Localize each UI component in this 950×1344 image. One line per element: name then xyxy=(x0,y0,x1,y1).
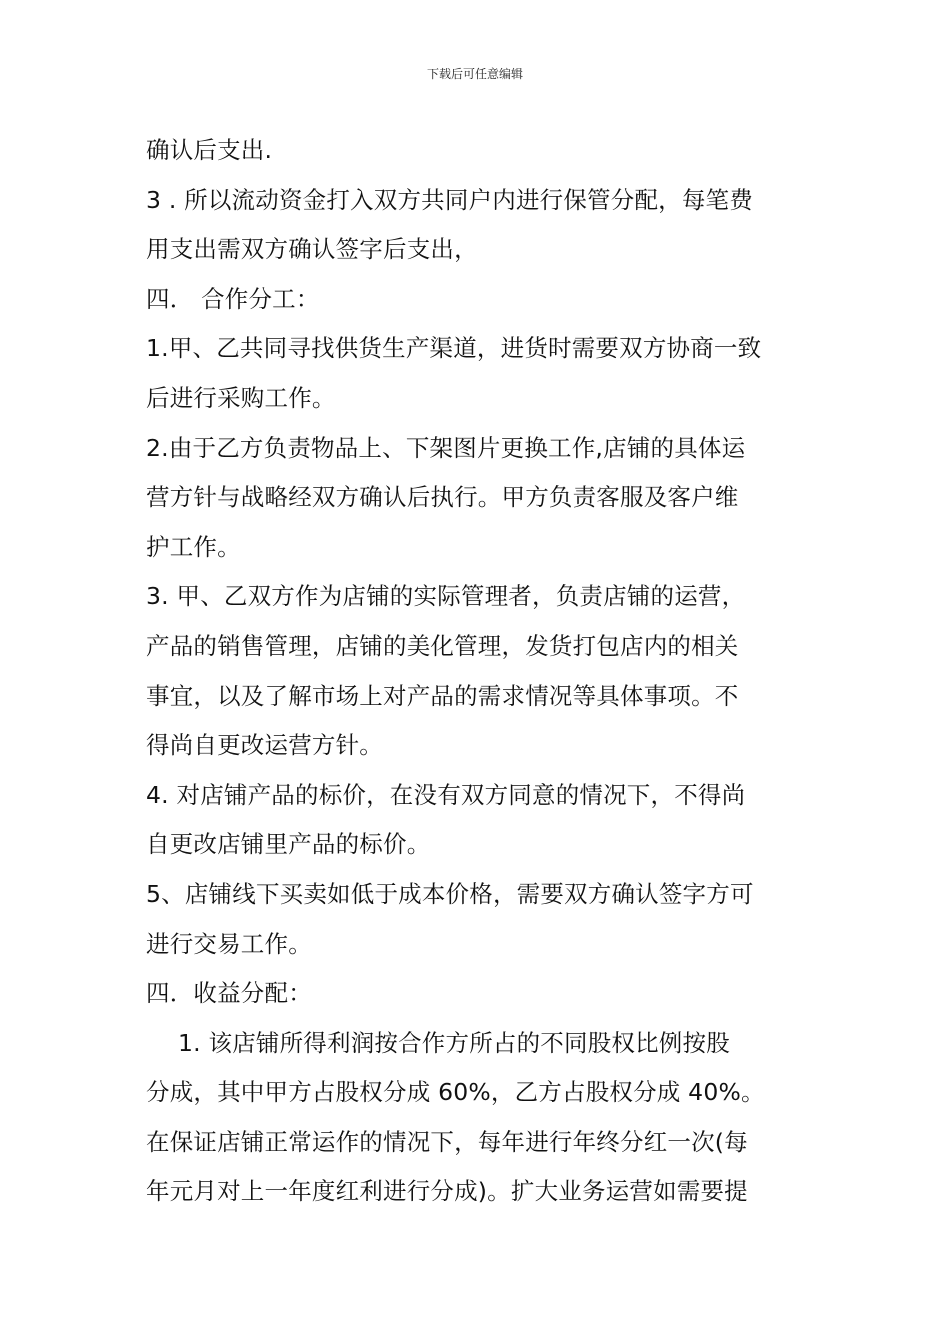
text-line: 2.由于乙方负责物品上、下架图片更换工作,店铺的具体运 xyxy=(146,433,746,462)
section-heading: 四． 合作分工： xyxy=(146,284,320,313)
text-line: 得尚自更改运营方针。 xyxy=(146,731,383,760)
text-line: 3. 甲、乙双方作为店铺的实际管理者，负责店铺的运营， xyxy=(146,582,746,611)
text-line: 用支出需双方确认签字后支出， xyxy=(146,235,478,264)
text-line: 确认后支出. xyxy=(146,136,273,164)
text-line: 3 . 所以流动资金打入双方共同户内进行保管分配，每笔费 xyxy=(146,185,753,214)
text-line: 1.甲、乙共同寻找供货生产渠道，进货时需要双方协商一致 xyxy=(146,334,762,363)
page-header-note: 下载后可任意编辑 xyxy=(426,67,523,81)
text-line: 自更改店铺里产品的标价。 xyxy=(146,830,431,859)
text-line: 分成，其中甲方占股权分成 60%，乙方占股权分成 40%。 xyxy=(146,1078,765,1107)
text-line: 营方针与战略经双方确认后执行。甲方负责客服及客户维 xyxy=(146,483,739,512)
text-line: 护工作。 xyxy=(146,532,241,561)
section-heading: 四．收益分配： xyxy=(146,979,312,1008)
text-line: 事宜，以及了解市场上对产品的需求情况等具体事项。不 xyxy=(146,681,739,710)
text-line: 1. 该店铺所得利润按合作方所占的不同股权比例按股 xyxy=(178,1028,730,1057)
text-line: 4. 对店铺产品的标价，在没有双方同意的情况下，不得尚 xyxy=(146,780,746,809)
text-line: 年元月对上一年度红利进行分成)。扩大业务运营如需要提 xyxy=(146,1177,748,1206)
text-line: 进行交易工作。 xyxy=(146,929,312,958)
text-line: 5、店铺线下买卖如低于成本价格，需要双方确认签字方可 xyxy=(146,879,754,908)
text-line: 在保证店铺正常运作的情况下，每年进行年终分红一次(每 xyxy=(146,1127,748,1156)
text-line: 产品的销售管理，店铺的美化管理，发货打包店内的相关 xyxy=(146,631,739,660)
document-body xyxy=(146,126,810,1217)
text-line: 后进行采购工作。 xyxy=(146,383,336,412)
